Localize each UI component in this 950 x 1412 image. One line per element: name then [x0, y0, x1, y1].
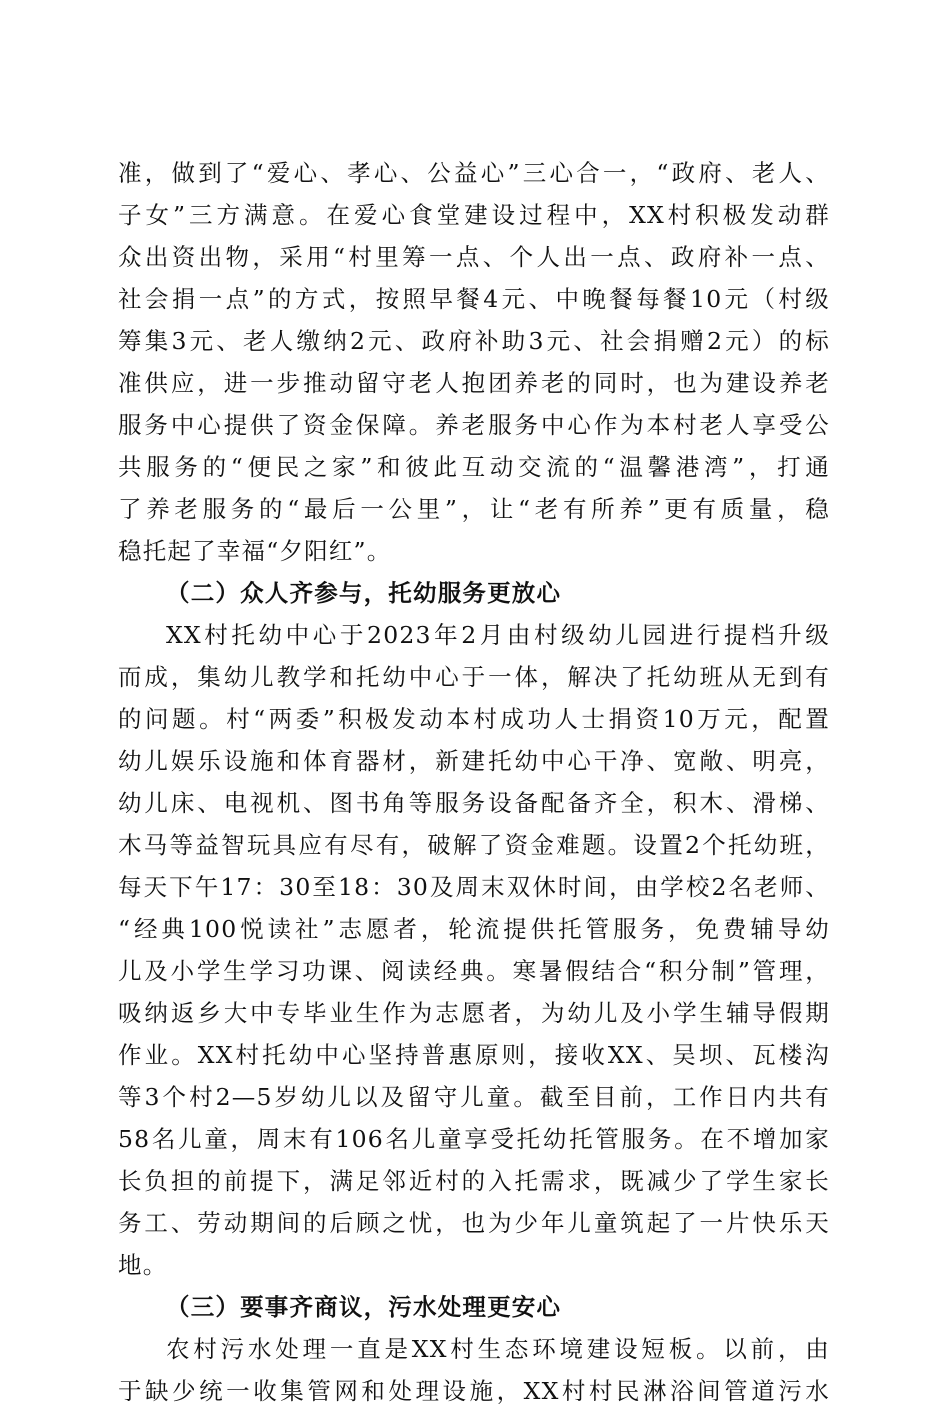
- paragraph-sewage: [118, 1328, 830, 1412]
- text-line: 准，做到了“爱心、孝心、公益心”三心合一，“政府、老人、: [118, 159, 830, 187]
- text-line: “经典100悦读社”志愿者，轮流提供托管服务，免费辅导幼: [118, 915, 830, 943]
- text-line: 筹集3元、老人缴纳2元、政府补助3元、社会捐赠2元）的标: [118, 327, 830, 355]
- text-line: 等3个村2—5岁幼儿以及留守儿童。截至目前，工作日内共有: [118, 1083, 830, 1111]
- text-line: 服务中心提供了资金保障。养老服务中心作为本村老人享受公: [118, 411, 830, 439]
- text-line: 吸纳返乡大中专毕业生作为志愿者，为幼儿及小学生辅导假期: [118, 999, 830, 1027]
- text-line: XX村托幼中心于2023年2月由村级幼儿园进行提档升级: [166, 621, 830, 649]
- text-line: 社会捐一点”的方式，按照早餐4元、中晚餐每餐10元（村级: [118, 285, 830, 313]
- text-line: 每天下午17：30至18：30及周末双休时间，由学校2名老师、: [118, 873, 830, 901]
- text-line: 准供应，进一步推动留守老人抱团养老的同时，也为建设养老: [118, 369, 830, 397]
- text-line: 的问题。村“两委”积极发动本村成功人士捐资10万元，配置: [118, 705, 830, 733]
- text-line: 农村污水处理一直是XX村生态环境建设短板。以前，由: [166, 1335, 830, 1363]
- text-line: 作业。XX村托幼中心坚持普惠原则，接收XX、吴坝、瓦楼沟: [118, 1041, 830, 1069]
- text-line: 而成，集幼儿教学和托幼中心于一体，解决了托幼班从无到有: [118, 663, 830, 691]
- section-heading-childcare: （二）众人齐参与，托幼服务更放心: [166, 579, 562, 607]
- text-line: 众出资出物，采用“村里筹一点、个人出一点、政府补一点、: [118, 243, 830, 271]
- paragraph-elderly-canteen: [118, 152, 830, 572]
- text-line: 幼儿娱乐设施和体育器材，新建托幼中心干净、宽敞、明亮，: [118, 747, 830, 775]
- text-line: 地。: [118, 1251, 168, 1279]
- text-line: 长负担的前提下，满足邻近村的入托需求，既减少了学生家长: [118, 1167, 830, 1195]
- text-line: 儿及小学生学习功课、阅读经典。寒暑假结合“积分制”管理，: [118, 957, 830, 985]
- text-line: 务工、劳动期间的后顾之忧，也为少年儿童筑起了一片快乐天: [118, 1209, 830, 1237]
- text-line: 稳托起了幸福“夕阳红”。: [118, 537, 392, 565]
- text-line: 木马等益智玩具应有尽有，破解了资金难题。设置2个托幼班，: [118, 831, 830, 859]
- text-line: 了养老服务的“最后一公里”，让“老有所养”更有质量，稳: [118, 495, 830, 523]
- text-line: 于缺少统一收集管网和处理设施，XX村村民淋浴间管道污水: [118, 1377, 830, 1405]
- text-line: 幼儿床、电视机、图书角等服务设备配备齐全，积木、滑梯、: [118, 789, 830, 817]
- section-heading-sewage: （三）要事齐商议，污水处理更安心: [166, 1293, 562, 1321]
- paragraph-childcare: [118, 614, 830, 1286]
- text-line: 子女”三方满意。在爱心食堂建设过程中，XX村积极发动群: [118, 201, 830, 229]
- text-line: 58名儿童，周末有106名儿童享受托幼托管服务。在不增加家: [118, 1125, 830, 1153]
- document-page: [118, 152, 830, 1412]
- text-line: 共服务的“便民之家”和彼此互动交流的“温馨港湾”，打通: [118, 453, 830, 481]
